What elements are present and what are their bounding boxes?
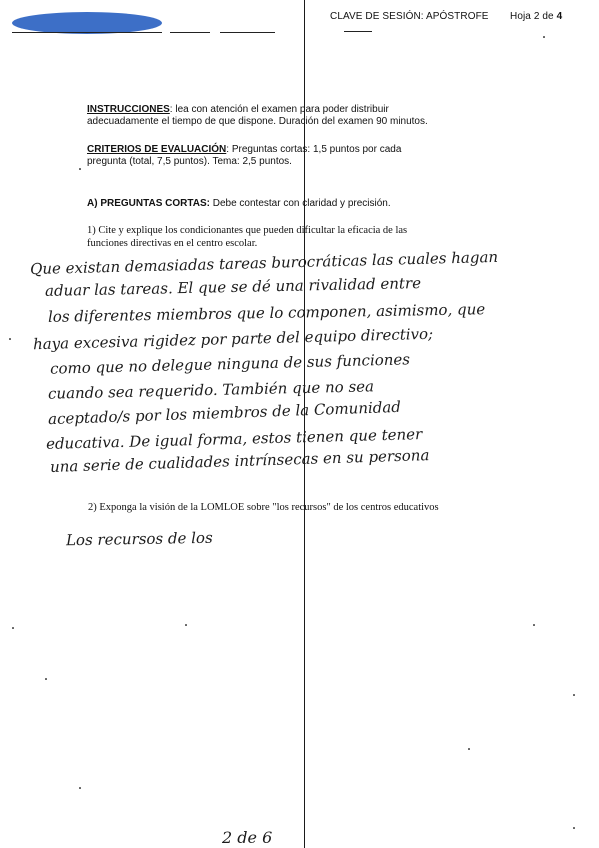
session-underline — [344, 31, 372, 32]
scan-speck — [573, 694, 575, 696]
evaluation-criteria — [87, 144, 507, 168]
criteria-text: pregunta (total, 7,5 puntos). Tema: 2,5 puntos. — [87, 156, 292, 167]
footer-page-number: 2 de 6 — [222, 828, 273, 847]
criteria-label: CRITERIOS DE EVALUACIÓN — [87, 144, 227, 155]
instructions-text: adecuadamente el tiempo de que dispone. Duración del examen 90 minutos. — [87, 116, 428, 127]
answer-1-line: una serie de cualidades intrínsecas en su persona — [49, 446, 430, 476]
question-2: 2) Exponga la visión de la LOMLOE sobre "los recursos" de los centros educativos — [88, 502, 439, 513]
answer-1-line: como que no delegue ninguna de sus funciones — [49, 350, 411, 378]
answer-1-line: haya excesiva rigidez por parte del equipo directivo; — [32, 324, 434, 354]
section-a-text: Debe contestar con claridad y precisión. — [209, 198, 391, 209]
page-label: Hoja 2 de — [510, 11, 554, 22]
name-underline — [220, 32, 275, 33]
question-1 — [87, 224, 487, 250]
section-a-heading — [87, 198, 507, 210]
scan-speck — [533, 624, 535, 626]
name-underline — [170, 32, 210, 33]
answer-1-line: aceptado/s por los miembros de la Comunidad — [47, 397, 402, 429]
answer-1-line: aduar las tareas. El que se dé una rivalidad entre — [44, 274, 422, 300]
scan-speck — [9, 338, 11, 340]
page-indicator — [510, 11, 562, 22]
scan-speck — [185, 624, 187, 626]
answer-1-line: los diferentes miembros que lo componen, asimismo, que — [47, 300, 486, 326]
scan-speck — [573, 827, 575, 829]
criteria-text: : Preguntas cortas: 1,5 puntos por cada — [226, 144, 402, 155]
scan-speck — [12, 627, 14, 629]
question-1-line: funciones directivas en el centro escolar. — [87, 238, 258, 249]
question-1-line: 1) Cite y explique los condicionantes que pueden dificultar la eficacia de las — [87, 225, 408, 236]
redacted-name-mark — [12, 12, 162, 34]
scan-speck — [543, 36, 545, 38]
name-underline — [12, 32, 162, 33]
instructions — [87, 104, 507, 128]
answer-2-line: Los recursos de los — [65, 528, 213, 550]
answer-1-line: Que existan demasiadas tareas burocráticas las cuales hagan — [29, 247, 499, 279]
session-key: CLAVE DE SESIÓN: APÓSTROFE — [330, 11, 489, 22]
scan-speck — [45, 678, 47, 680]
section-a-label: A) PREGUNTAS CORTAS: — [87, 198, 210, 209]
instructions-label: INSTRUCCIONES — [87, 104, 170, 115]
page-total: 4 — [556, 11, 563, 22]
instructions-text: : lea con atención el examen para poder distribuir — [169, 104, 389, 115]
answer-1-line: cuando sea requerido. También que no sea — [47, 377, 375, 403]
scan-speck — [468, 748, 470, 750]
scan-speck — [79, 168, 81, 170]
answer-1-line: educativa. De igual forma, estos tienen que tener — [45, 425, 423, 453]
scan-speck — [79, 787, 81, 789]
